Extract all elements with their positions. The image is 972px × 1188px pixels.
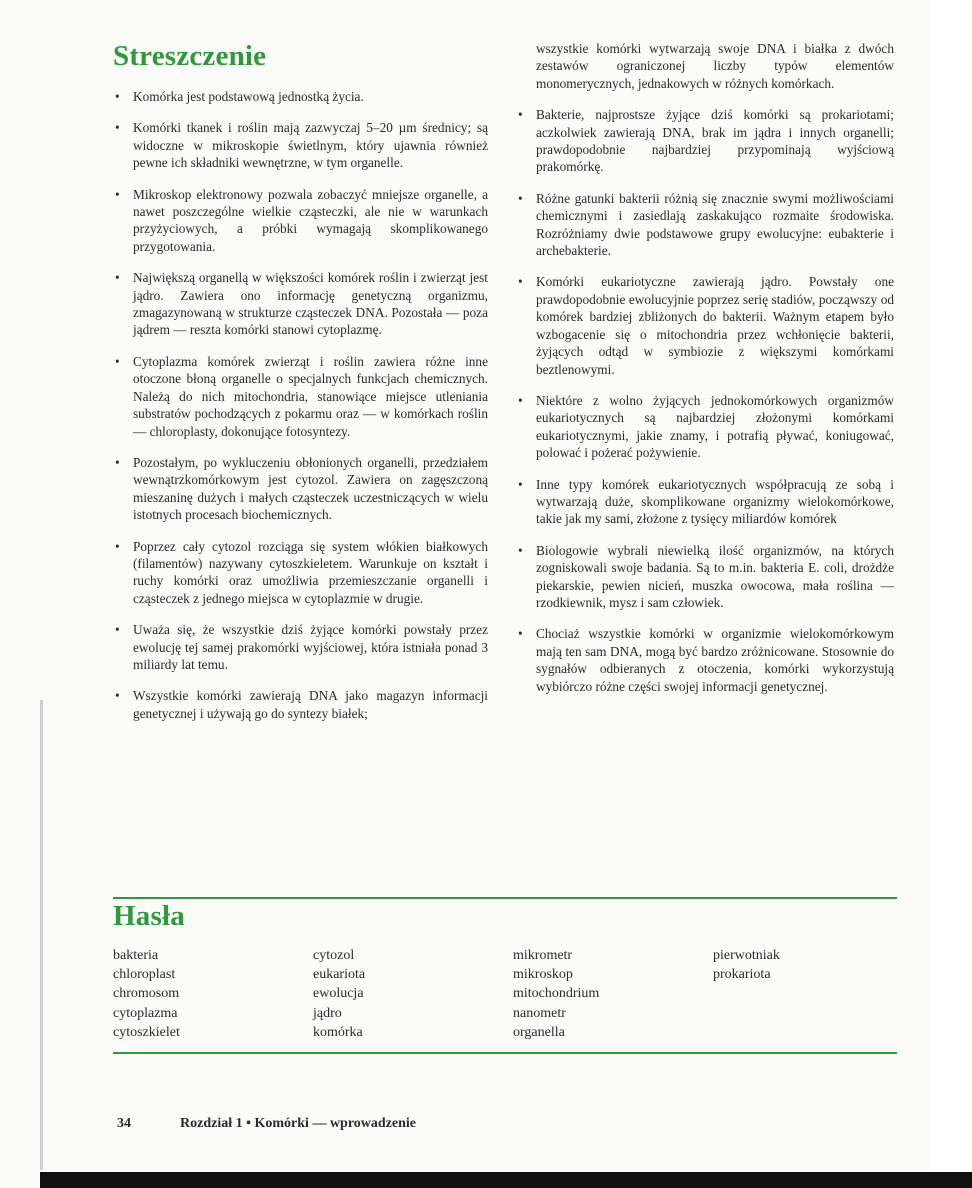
summary-left-column xyxy=(113,88,488,736)
page-edge-shadow xyxy=(40,700,43,1170)
term: mikrometr xyxy=(513,948,573,963)
summary-right-column xyxy=(516,40,894,709)
terms-divider-bottom xyxy=(113,1052,897,1054)
summary-item: • Biologowie wybrali niewielką ilość organizmów, na których zogniskowali swoje badania. Są to m.in. bakteria E. coli, drożdże piekarskie, pewien nicień, muszka owocowa, mała roślina — rzodkiewnik, mysz i sam człowiek. xyxy=(516,542,894,612)
chapter-running-head: Rozdział 1 • Komórki — wprowadzenie xyxy=(180,1116,417,1131)
term: cytoplazma xyxy=(113,1005,178,1021)
term: mitochondrium xyxy=(513,986,600,1002)
scan-bottom-edge xyxy=(40,1172,972,1188)
summary-item: • Wszystkie komórki zawierają DNA jako magazyn informacji genetycznej i używają go do syntezy białek; xyxy=(113,687,488,722)
term: cytoszkielet xyxy=(113,1024,180,1040)
term: nanometr xyxy=(513,1005,566,1021)
summary-item: • Pozostałym, po wykluczeniu obłonionych organelli, przedziałem wewnątrzkomórkowym jest cytozol. Zawiera on zagęszczoną mieszaninę dużych i małych cząsteczek uczestniczących w wielu istotnych procesach biochemicznych. xyxy=(113,454,488,524)
terms-column xyxy=(313,946,365,1042)
term: komórka xyxy=(313,1024,363,1040)
summary-item: • Mikroskop elektronowy pozwala zobaczyć mniejsze organelle, a nawet poszczególne wielkie cząsteczki, ale nie w warunkach przyżyciowych, a próbki wymagają skomplikowanego przygotowania. xyxy=(113,186,488,256)
terms-heading: Hasła xyxy=(113,900,185,932)
terms-column xyxy=(113,946,180,1042)
page-margin-right xyxy=(930,0,972,1188)
summary-item: • Największą organellą w większości komórek roślin i zwierząt jest jądro. Zawiera ono informację genetyczną organizmu, zmagazynowaną w strukturze cząsteczek DNA. Pozostała — poza jądrem — reszta komórki stanowi cytoplazmę. xyxy=(113,269,488,339)
term: cytozol xyxy=(313,948,355,963)
summary-item: • Różne gatunki bakterii różnią się znacznie swymi możliwościami chemicznymi i zasiedlają zaskakująco rozmaite środowiska. Rozróżniamy dwie podstawowe grupy ewolucyjne: eubakterie i archebakterie. xyxy=(516,190,894,260)
page-number: 34 xyxy=(117,1116,131,1131)
summary-item: • Poprzez cały cytozol rozciąga się system włókien białkowych (filamentów) nazywany cytoszkieletem. Warunkuje on kształt i ruchy komórki oraz umożliwia przemieszczanie organelli i cząsteczek z jednego miejsca w cytoplazmie w drugie. xyxy=(113,538,488,608)
term: mikroskop xyxy=(513,967,573,983)
summary-item-continuation: wszystkie komórki wytwarzają swoje DNA i białka z dwóch zestawów ograniczonej liczby typów elementów monomerycznych, jednakowych w różnych komórkach. xyxy=(536,41,894,91)
term: organella xyxy=(513,1024,565,1040)
summary-item: • Komórki eukariotyczne zawierają jądro. Powstały one prawdopodobnie ewolucyjnie poprzez serię stadiów, począwszy od komórek bardziej zbliżonych do bakterii. Ważnym etapem było wzbogacenie się o mitochondria przez wchłonięcie bakterii, żyjących odtąd w symbiozie z większymi komórkami beztlenowymi. xyxy=(516,273,894,377)
term: bakteria xyxy=(113,948,159,963)
term: chloroplast xyxy=(113,967,176,983)
summary-item: • Inne typy komórek eukariotycznych współpracują ze sobą i wytwarzają duże, skomplikowane organizmy wielokomórkowe, takie jak my sami, złożone z tysięcy miliardów komórek xyxy=(516,476,894,528)
terms-divider-top xyxy=(113,897,897,899)
summary-item: • Cytoplazma komórek zwierząt i roślin zawiera różne inne otoczone błoną organelle o specjalnych funkcjach chemicznych. Należą do nich mitochondria, stanowiące miejsce utleniania substratów pochodzących z pokarmu oraz — w komórkach roślin — chloroplasty, dokonujące fotosyntezy. xyxy=(113,353,488,440)
summary-item: • Uważa się, że wszystkie dziś żyjące komórki powstały przez ewolucję tej samej prakomórki wyjściowej, która istniała ponad 3 miliardy lat temu. xyxy=(113,621,488,673)
term: pierwotniak xyxy=(713,948,780,963)
term: chromosom xyxy=(113,986,180,1002)
summary-item: • Chociaż wszystkie komórki w organizmie wielokomórkowym mają ten sam DNA, mogą być bardzo zróżnicowane. Stosownie do sygnałów odbieranych z otoczenia, komórki wykorzystują wybiórczo różne części swojej informacji genetycznej. xyxy=(516,625,894,695)
summary-item: • Komórka jest podstawową jednostką życia. xyxy=(113,88,488,105)
term: prokariota xyxy=(713,967,771,983)
summary-item: • Bakterie, najprostsze żyjące dziś komórki są prokariotami; aczkolwiek zawierają DNA, brak im jądra i innych organelli; prawdopodobnie najbardziej przypominają wyjściową prakomórkę. xyxy=(516,106,894,176)
terms-column xyxy=(513,946,599,1042)
summary-item: • Komórki tkanek i roślin mają zazwyczaj 5–20 µm średnicy; są widoczne w mikroskopie świetlnym, który ujawnia również pewne ich składniki wewnętrzne, w tym organelle. xyxy=(113,119,488,171)
term: eukariota xyxy=(313,967,366,983)
summary-item: • Niektóre z wolno żyjących jednokomórkowych organizmów eukariotycznych są najbardziej złożonymi komórkami eukariotycznymi, jakie znamy, i potrafią pływać, koniugować, polować i pożerać pożywienie. xyxy=(516,392,894,462)
term: ewolucja xyxy=(313,986,364,1002)
terms-column xyxy=(713,946,780,984)
term: jądro xyxy=(313,1005,342,1021)
summary-heading: Streszczenie xyxy=(113,40,267,72)
